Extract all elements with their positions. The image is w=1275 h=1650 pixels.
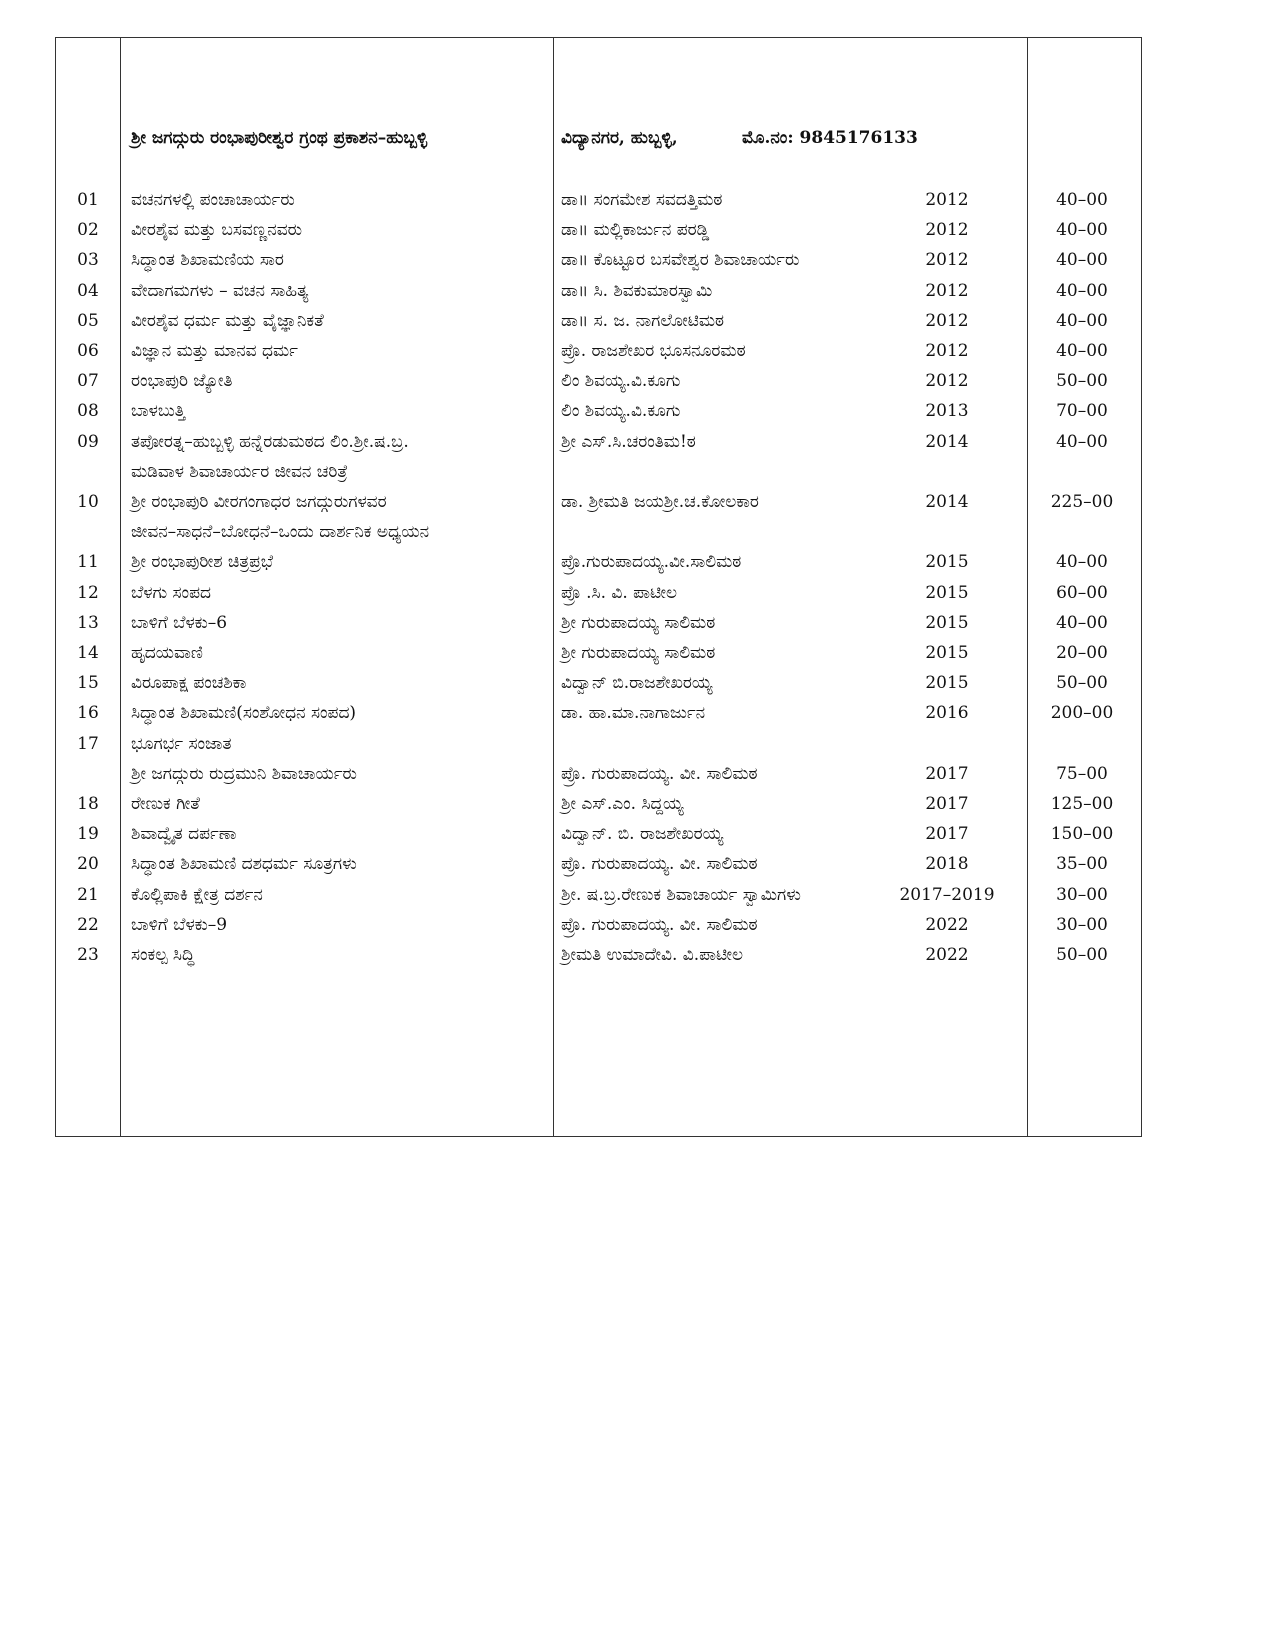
row-price: 75–00 xyxy=(1056,763,1108,784)
row-year: 2017–2019 xyxy=(899,884,995,905)
row-book-title: ಬೆಳಗು ಸಂಪದ xyxy=(131,582,211,603)
row-price: 40–00 xyxy=(1056,552,1108,573)
row-price: 150–00 xyxy=(1050,824,1114,845)
row-price: 35–00 xyxy=(1056,854,1108,875)
row-year: 2012 xyxy=(925,190,969,210)
row-price: 40–00 xyxy=(1056,341,1108,361)
row-year: 2012 xyxy=(925,250,969,271)
row-book-title: ವಿರೂಪಾಕ್ಷ ಪಂಚಶಿಕಾ xyxy=(131,673,247,694)
row-author: ಪ್ರೊ. ಗುರುಪಾದಯ್ಯ. ವೀ. ಸಾಲಿಮಠ xyxy=(561,914,758,935)
row-year: 2012 xyxy=(925,310,969,331)
row-year: 2022 xyxy=(925,945,969,965)
row-serial-number: 16 xyxy=(77,703,99,724)
row-book-title: ಸಂಕಲ್ಪ ಸಿದ್ಧಿ xyxy=(131,945,195,965)
row-serial-number: 11 xyxy=(77,552,99,573)
row-serial-number: 23 xyxy=(77,945,99,965)
row-price: 40–00 xyxy=(1056,612,1108,633)
row-year: 2015 xyxy=(925,673,969,694)
row-price: 50–00 xyxy=(1056,945,1108,965)
row-year: 2012 xyxy=(925,371,969,392)
row-author: ಶ್ರೀ ಗುರುಪಾದಯ್ಯ ಸಾಲಿಮಠ xyxy=(561,643,716,663)
row-year: 2015 xyxy=(925,582,969,603)
row-serial-number: 19 xyxy=(77,824,99,845)
row-serial-number: 10 xyxy=(77,492,99,512)
row-price: 225–00 xyxy=(1050,492,1114,512)
row-year: 2014 xyxy=(925,492,969,512)
row-price: 20–00 xyxy=(1056,643,1108,663)
row-serial-number: 09 xyxy=(77,431,99,452)
row-author: ವಿದ್ವಾನ್ ಬಿ.ರಾಜಶೇಖರಯ್ಯ xyxy=(561,673,713,694)
row-author: ಶ್ರೀ ಗುರುಪಾದಯ್ಯ ಸಾಲಿಮಠ xyxy=(561,612,716,633)
row-author: ಶ್ರೀ. ಷ.ಬ್ರ.ರೇಣುಕ ಶಿವಾಚಾರ್ಯ ಸ್ವಾಮಿಗಳು xyxy=(561,884,801,905)
row-book-title: ಸಿದ್ಧಾಂತ ಶಿಖಾಮಣಿ ದಶಧರ್ಮ ಸೂತ್ರಗಳು xyxy=(131,854,357,875)
row-price: 30–00 xyxy=(1056,884,1108,905)
row-year: 2022 xyxy=(925,914,969,935)
row-year: 2012 xyxy=(925,220,969,241)
row-serial-number: 13 xyxy=(77,612,99,633)
row-price: 40–00 xyxy=(1056,310,1108,331)
row-price: 40–00 xyxy=(1056,190,1108,210)
row-book-title: ವೀರಶೈವ ಮತ್ತು ಬಸವಣ್ಣನವರು xyxy=(131,220,303,241)
row-author: ಡಾ॥ ಕೊಟ್ಟೂರ ಬಸವೇಶ್ವರ ಶಿವಾಚಾರ್ಯರು xyxy=(561,250,800,271)
row-author: ಡಾ. ಶ್ರೀಮತಿ ಜಯಶ್ರೀ.ಚ.ಕೋಲಕಾರ xyxy=(561,492,759,512)
row-serial-number: 17 xyxy=(77,733,99,754)
row-author: ಪ್ರೊ .ಸಿ. ವಿ. ಪಾಟೀಲ xyxy=(561,582,678,603)
publisher-heading: ಶ್ರೀ ಜಗದ್ಗುರು ರಂಭಾಪುರೀಶ್ವರ ಗ್ರಂಥ ಪ್ರಕಾಶನ–ಹುಬ್ಬಳ್ಳಿ xyxy=(131,128,428,148)
row-book-title: ವೇದಾಗಮಗಳು – ವಚನ ಸಾಹಿತ್ಯ xyxy=(131,280,309,301)
row-book-title: ರೇಣುಕ ಗೀತೆ xyxy=(131,794,200,814)
row-author: ಪ್ರೊ.ಗುರುಪಾದಯ್ಯ.ವೀ.ಸಾಲಿಮಠ xyxy=(561,552,742,573)
row-author: ಡಾ. ಹಾ.ಮಾ.ನಾಗಾರ್ಜುನ xyxy=(561,703,706,724)
row-author: ಶ್ರೀಮತಿ ಉಮಾದೇವಿ. ವಿ.ಪಾಟೀಲ xyxy=(561,945,744,965)
row-serial-number: 06 xyxy=(77,341,99,361)
row-price: 40–00 xyxy=(1056,431,1108,452)
row-serial-number: 01 xyxy=(77,190,99,210)
row-price: 30–00 xyxy=(1056,914,1108,935)
row-book-title: ಹೃದಯವಾಣಿ xyxy=(131,643,203,663)
row-book-title-line2: ಜೀವನ–ಸಾಧನೆ–ಬೋಧನೆ–ಒಂದು ದಾರ್ಶನಿಕ ಅಧ್ಯಯನ xyxy=(131,522,430,543)
row-author: ಪ್ರೊ. ಗುರುಪಾದಯ್ಯ. ವೀ. ಸಾಲಿಮಠ xyxy=(561,854,758,875)
row-book-title: ವಚನಗಳಲ್ಲಿ ಪಂಚಾಚಾರ್ಯರು xyxy=(131,190,295,210)
row-year: 2015 xyxy=(925,552,969,573)
row-book-title: ಭೂಗರ್ಭ ಸಂಜಾತ xyxy=(131,733,232,754)
row-book-title-line2: ಶ್ರೀ ಜಗದ್ಗುರು ರುದ್ರಮುನಿ ಶಿವಾಚಾರ್ಯರು xyxy=(131,763,357,784)
row-year: 2016 xyxy=(925,703,969,724)
row-serial-number: 12 xyxy=(77,582,99,603)
row-year: 2015 xyxy=(925,643,969,663)
row-price: 70–00 xyxy=(1056,401,1108,422)
row-year: 2013 xyxy=(925,401,969,422)
row-book-title: ಬಾಳಬುತ್ತಿ xyxy=(131,401,186,422)
row-serial-number: 08 xyxy=(77,401,99,422)
row-author: ಡಾ॥ ಸಂಗಮೇಶ ಸವದತ್ತಿಮಠ xyxy=(561,190,723,210)
row-book-title: ವಿಜ್ಞಾನ ಮತ್ತು ಮಾನವ ಧರ್ಮ xyxy=(131,341,298,361)
row-author: ಪ್ರೊ. ರಾಜಶೇಖರ ಭೂಸನೂರಮಠ xyxy=(561,341,746,361)
row-serial-number: 22 xyxy=(77,914,99,935)
row-author: ಡಾ॥ ಸ. ಜ. ನಾಗಲೋಟಿಮಠ xyxy=(561,310,725,331)
row-book-title: ರಂಭಾಪುರಿ ಜ್ಯೋತಿ xyxy=(131,371,233,392)
row-author: ಪ್ರೊ. ಗುರುಪಾದಯ್ಯ. ವೀ. ಸಾಲಿಮಠ xyxy=(561,763,758,784)
row-year: 2017 xyxy=(925,794,969,814)
row-price: 50–00 xyxy=(1056,371,1108,392)
row-price: 60–00 xyxy=(1056,582,1108,603)
row-book-title: ಕೊಲ್ಲಿಪಾಕಿ ಕ್ಷೇತ್ರ ದರ್ಶನ xyxy=(131,884,263,905)
row-author: ಲಿಂ ಶಿವಯ್ಯ.ವಿ.ಕೂಗು xyxy=(561,371,681,392)
row-book-title: ಸಿದ್ಧಾಂತ ಶಿಖಾಮಣಿಯ ಸಾರ xyxy=(131,250,284,271)
row-book-title: ಬಾಳಿಗೆ ಬೆಳಕು–9 xyxy=(131,914,228,935)
row-serial-number: 15 xyxy=(77,673,99,694)
row-serial-number: 05 xyxy=(77,310,99,331)
row-serial-number: 04 xyxy=(77,280,99,301)
row-book-title: ತಪೋರತ್ನ–ಹುಬ್ಬಳ್ಳಿ ಹನ್ನೆರಡುಮಠದ ಲಿಂ.ಶ್ರೀ.ಷ.ಬ್ರ. xyxy=(131,431,409,452)
row-year: 2017 xyxy=(925,763,969,784)
column-divider-2 xyxy=(553,37,554,1137)
row-author: ಶ್ರೀ ಎಸ್.ಸಿ.ಚರಂತಿಮ!ಠ xyxy=(561,431,696,452)
row-price: 40–00 xyxy=(1056,280,1108,301)
row-year: 2017 xyxy=(925,824,969,845)
row-author: ಶ್ರೀ ಎಸ್.ಎಂ. ಸಿದ್ದಯ್ಯ xyxy=(561,794,684,814)
publisher-address: ವಿದ್ಯಾನಗರ, ಹುಬ್ಬಳ್ಳಿ, xyxy=(561,128,678,148)
row-author: ಡಾ॥ ಸಿ. ಶಿವಕುಮಾರಸ್ವಾಮಿ xyxy=(561,280,713,301)
column-divider-1 xyxy=(120,37,121,1137)
row-year: 2018 xyxy=(925,854,969,875)
row-serial-number: 03 xyxy=(77,250,99,271)
row-price: 200–00 xyxy=(1050,703,1114,724)
row-book-title: ಶ್ರೀ ರಂಭಾಪುರೀಶ ಚಿತ್ರಪ್ರಭೆ xyxy=(131,552,274,573)
row-serial-number: 02 xyxy=(77,220,99,241)
row-book-title: ಸಿದ್ಧಾಂತ ಶಿಖಾಮಣಿ(ಸಂಶೋಧನ ಸಂಪದ) xyxy=(131,703,357,724)
row-author: ಡಾ॥ ಮಲ್ಲಿಕಾರ್ಜುನ ಪರಡ್ಡಿ xyxy=(561,220,710,241)
row-serial-number: 14 xyxy=(77,643,99,663)
row-serial-number: 20 xyxy=(77,854,99,875)
row-price: 40–00 xyxy=(1056,220,1108,241)
row-book-title: ವೀರಶೈವ ಧರ್ಮ ಮತ್ತು ವೈಜ್ಞಾನಿಕತೆ xyxy=(131,310,324,331)
row-price: 125–00 xyxy=(1050,794,1114,814)
row-book-title-line2: ಮಡಿವಾಳ ಶಿವಾಚಾರ್ಯರ ಜೀವನ ಚರಿತ್ರೆ xyxy=(131,461,348,482)
row-author: ವಿದ್ವಾನ್. ಬಿ. ರಾಜಶೇಖರಯ್ಯ xyxy=(561,824,724,845)
row-author: ಲಿಂ ಶಿವಯ್ಯ.ವಿ.ಕೂಗು xyxy=(561,401,681,422)
row-book-title: ಶ್ರೀ ರಂಭಾಪುರಿ ವೀರಗಂಗಾಧರ ಜಗದ್ಗುರುಗಳವರ xyxy=(131,492,387,512)
row-serial-number: 21 xyxy=(77,884,99,905)
row-serial-number: 18 xyxy=(77,794,99,814)
row-year: 2014 xyxy=(925,431,969,452)
row-book-title: ಬಾಳಿಗೆ ಬೆಳಕು–6 xyxy=(131,612,228,633)
row-book-title: ಶಿವಾದ್ವೈತ ದರ್ಪಣಾ xyxy=(131,824,237,845)
row-price: 40–00 xyxy=(1056,250,1108,271)
row-price: 50–00 xyxy=(1056,673,1108,694)
publisher-phone: ಮೊ.ನಂ: 9845176133 xyxy=(742,128,918,148)
row-year: 2015 xyxy=(925,612,969,633)
row-serial-number: 07 xyxy=(77,371,99,392)
row-year: 2012 xyxy=(925,280,969,301)
row-year: 2012 xyxy=(925,341,969,361)
